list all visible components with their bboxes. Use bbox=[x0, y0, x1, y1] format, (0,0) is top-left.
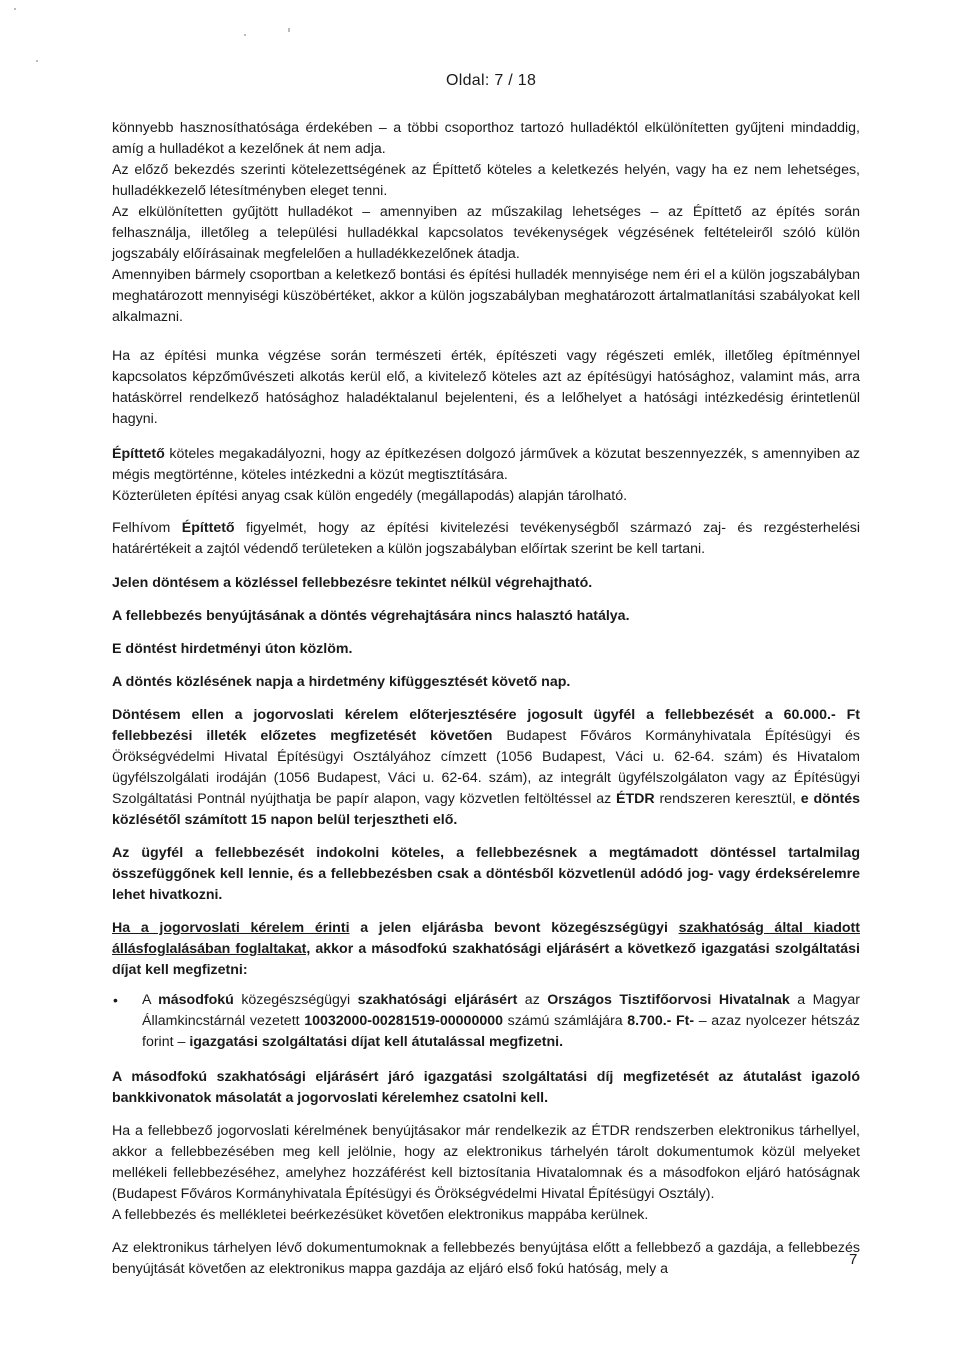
paragraph: Közterületen építési anyag csak külön engedély (megállapodás) alapján tárolható. bbox=[112, 488, 628, 504]
bold-text: szakhatósági eljárásért bbox=[357, 992, 518, 1008]
paragraph: A döntés közlésének napja a hirdetmény kifüggesztését követő nap. bbox=[112, 674, 571, 690]
paragraph: Ha a fellebbező jogorvoslati kérelmének benyújtásakor már rendelkezik az ÉTDR rendszerben elektronikus tárhellyel, akkor a fellebbezésében meg kell jelölnie, hogy az elektronikus tárhelyén tárolt dokumentumok közül melyeket mellékeli fellebbezéséhez, amelyhez hozzáférést kell biztosítania Hivatalomnak és a másodfokon eljáró hatóságnak (Budapest Főváros Kormányhivatala Építésügyi és Örökségvédelmi Hivatal Építésügyi Osztály). bbox=[112, 1123, 860, 1202]
paragraph: Az elektronikus tárhelyen lévő dokumentumoknak a fellebbezés benyújtása előtt a fellebbező a gazdája, a fellebbezés benyújtását követően az elektronikus mappa gazdája az eljáró első fokú hatóság, mely a bbox=[112, 1240, 860, 1277]
page-header: Oldal: 7 / 18 bbox=[446, 72, 537, 89]
paragraph: E döntést hirdetményi úton közlöm. bbox=[112, 641, 353, 657]
text: A bbox=[142, 992, 159, 1008]
paragraph bbox=[112, 918, 860, 981]
text: a jelen eljárásba bevont közegészségügyi bbox=[349, 920, 679, 936]
bold-text: Építtető bbox=[181, 520, 235, 536]
bold-text: ÉTDR bbox=[616, 791, 655, 807]
text: rendszeren keresztül, bbox=[654, 791, 801, 807]
paragraph bbox=[112, 518, 860, 560]
paragraph: A fellebbezés és mellékletei beérkezésüket követően elektronikus mappába kerülnek. bbox=[112, 1207, 649, 1223]
bold-text: 10032000-00281519-00000000 bbox=[304, 1013, 504, 1029]
document-body bbox=[112, 118, 860, 1280]
paragraph bbox=[112, 705, 860, 831]
scan-speck bbox=[244, 34, 246, 36]
bold-text: 8.700.- Ft- bbox=[627, 1013, 695, 1029]
page-number: 7 bbox=[849, 1251, 858, 1268]
scan-speck bbox=[36, 60, 38, 62]
paragraph: Az ügyfél a fellebbezését indokolni köteles, a fellebbezésnek a megtámadott döntéssel tartalmilag összefüggőnek kell lennie, és a fellebbezésben csak a döntésből közvetlenül adódó jog- vagy érdeksérelemre lehet hivatkozni. bbox=[112, 845, 860, 903]
paragraph bbox=[112, 444, 860, 486]
text: az bbox=[517, 992, 548, 1008]
scan-speck bbox=[14, 8, 16, 10]
paragraph: Amennyiben bármely csoportban a keletkező bontási és építési hulladék mennyisége nem éri el a külön jogszabályban meghatározott mennyiségi küszöbértéket, akkor a külön jogszabályban meghatározott ártalmatlanítási szabályokat kell alkalmazni. bbox=[112, 267, 860, 325]
paragraph: Jelen döntésem a közléssel fellebbezésre tekintet nélkül végrehajtható. bbox=[112, 575, 593, 591]
underlined-text: szakhatóság által kiadott állásfoglalásában foglaltakat, bbox=[112, 920, 861, 957]
bold-text: Döntésem ellen a jogorvoslati kérelem előterjesztésére jogosult ügyfél a fellebbezését a 60.000.- Ft fellebbezési illeték előzetes megfizetését követően bbox=[112, 707, 860, 744]
bold-text: Országos Tisztifőorvosi Hivatalnak bbox=[547, 992, 790, 1008]
paragraph: A másodfokú szakhatósági eljárásért járó igazgatási szolgáltatási díj megfizetését az átutalást igazoló bankkivonatok másolatát a jogorvoslati kérelemhez csatolni kell. bbox=[112, 1069, 860, 1106]
text: Budapest Főváros Kormányhivatala Építésügyi és Örökségvédelmi Hivatal Építésügyi Osztályához címzett (1056 Budapest, Váci u. 62-64. szám) és Hivatalom ügyfélszolgálati irodáján (1056 Budapest, Váci u. 62-64. szám), az integrált ügyfélszolgálaton vagy az Építésügyi Szolgáltatási Pontnál nyújthatja be papír alapon, vagy közvetlen feltöltéssel az bbox=[112, 728, 860, 807]
text: akkor a másodfokú szakhatósági eljárásért a következő igazgatási szolgáltatási díjat kell megfizetni: bbox=[112, 941, 860, 978]
paragraph: A fellebbezés benyújtásának a döntés végrehajtására nincs halasztó hatálya. bbox=[112, 608, 630, 624]
paragraph: könnyebb hasznosíthatósága érdekében – a többi csoporthoz tartozó hulladéktól elkülönítetten gyűjteni mindaddig, amíg a hulladékot a kezelőnek át nem adja. bbox=[112, 120, 860, 157]
text: közegészségügyi bbox=[233, 992, 358, 1008]
bullet-icon: • bbox=[113, 992, 118, 1008]
text: számú számlájára bbox=[503, 1013, 628, 1029]
text: figyelmét, hogy az építési kivitelezési tevékenységből származó zaj- és rezgésterhelési határértékeit a zajtól védendő területeken a külön jogszabályban előírtak szerint be kell tartani. bbox=[112, 520, 860, 557]
text: Felhívom bbox=[112, 520, 182, 536]
bold-text: Építtető bbox=[112, 446, 165, 462]
paragraph: Az előző bekezdés szerinti kötelezettségének az Építtető köteles a keletkezés helyén, vagy ha ez nem lehetséges, hulladékkezelő létesítményben eleget tenni. bbox=[112, 162, 860, 199]
bold-text: e döntés közlésétől számított 15 napon belül terjesztheti elő. bbox=[112, 791, 860, 828]
text: – azaz nyolcezer hétszáz forint – bbox=[142, 1013, 860, 1050]
text: köteles megakadályozni, hogy az építkezésen dolgozó járművek a közutat beszennyezzék, s amennyiben az mégis megtörténne, köteles intézkedni a közút megtisztítására. bbox=[112, 446, 860, 483]
underlined-text: Ha a jogorvoslati kérelem érinti bbox=[112, 920, 350, 936]
scan-speck bbox=[288, 28, 290, 32]
list-item bbox=[112, 990, 860, 1053]
bold-text: igazgatási szolgáltatási díjat kell átutalással megfizetni. bbox=[189, 1034, 564, 1050]
text: a Magyar Államkincstárnál vezetett bbox=[142, 992, 860, 1029]
paragraph: Az elkülönítetten gyűjtött hulladékot – amennyiben az műszakilag lehetséges – az Építtető az építés során felhasználja, illetőleg a települési hulladékkal kapcsolatos tevékenységek végzésének feltételeiről szóló külön jogszabály előírásainak megfelelően a hulladékkezelőnek átadja. bbox=[112, 204, 860, 262]
paragraph: Ha az építési munka végzése során természeti érték, építészeti vagy régészeti emlék, illetőleg építménnyel kapcsolatos képzőművészeti alkotás kerül elő, a kivitelező köteles azt az építésügyi hatósághoz, valamint más, arra hatáskörrel rendelkező hatósághoz haladéktalanul bejelenteni, és a lelőhelyet a hatósági intézkedésig érintetlenül hagyni. bbox=[112, 348, 860, 427]
bold-text: másodfokú bbox=[158, 992, 234, 1008]
